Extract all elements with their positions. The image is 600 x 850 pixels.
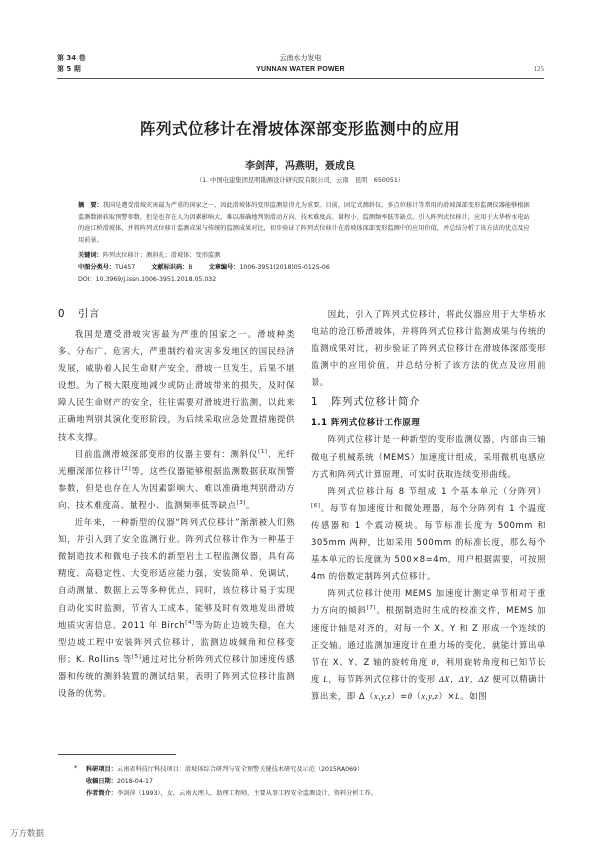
math-xyz: x,y,z <box>421 691 439 701</box>
citation-1[interactable]: [1] <box>258 448 268 455</box>
right-column <box>311 306 546 705</box>
principle-paragraph-1: 阵列式位移计是一种新型的变形监测仪器，内部由三轴微电子机械系统（MEMS）加速度计组成，采用微机电感应方式和阵列式计算原理，可实时获取连续变形曲线。 <box>311 434 546 479</box>
principle-paragraph-3 <box>311 585 546 705</box>
math-theta: θ <box>431 657 437 667</box>
clc-label: 中图分类号： <box>78 264 116 271</box>
section-number: 0 <box>58 309 66 320</box>
article-authors: 李剑萍，冯燕明，聂成良 <box>245 161 355 172</box>
journal-name <box>57 53 544 75</box>
doc-code: B <box>188 264 193 271</box>
text-run: 等，这些仪器能够根据监测数据获取预警参数，但是也存在人为因素影响大、难以准确地判别滑动方向、技术难度高、量程小、监测频率低等缺点 <box>58 465 295 510</box>
intro-paragraph-1: 我国是遭受滑坡灾害最为严重的国家之一。滑坡种类多、分布广、危害大，严重制约着灾害多发地区的国民经济发展，威胁着人民生命财产安全，滑坡一旦发生，后果不堪设想。为了极大限度地减少或防止滑坡带来的损失，及时保障人民生命财产的安全，往往需要对滑坡进行监测，以此来正确地判别其演化变形阶段，为后续采取应急处置措施提供技术支撑。 <box>58 329 295 442</box>
abstract-label: 摘 要： <box>78 202 103 209</box>
page-number: 125 <box>533 65 544 73</box>
footnote-author <box>86 788 377 797</box>
section-title: 引言 <box>78 309 101 320</box>
section-title: 阵列式位移计简介 <box>331 397 421 409</box>
keywords-line <box>78 250 220 259</box>
volume: 第 34 卷 <box>57 54 86 62</box>
project-text: 云南省科技厅科技项目：滑坡体综合研判与安全预警关键技术研究及示范（2015RA069） <box>116 766 364 773</box>
citation-5[interactable]: [5] <box>131 653 142 660</box>
footnote-project <box>86 764 363 773</box>
doi-line <box>78 274 216 283</box>
received-label: 收稿日期： <box>86 778 117 785</box>
article-no-label: 文章编号： <box>208 264 240 271</box>
math-L: L <box>455 691 461 701</box>
subsection-heading-1-1 <box>311 414 546 431</box>
watermark: 万方数据 <box>10 829 45 839</box>
section-heading-1 <box>311 394 546 411</box>
keywords: 阵列式位移计；测斜孔；滑坡体；变形监测 <box>102 252 221 259</box>
received-date: 2018-04-17 <box>116 778 153 785</box>
header-rule <box>57 78 544 79</box>
text-run: （ <box>412 690 422 701</box>
citation-4[interactable]: [4] <box>185 619 195 626</box>
text-run: 近年来，一种新型的仪器“阵列式位移计”渐渐被人们熟知，并引入到了安全监测行业。阵列式位移计作为一种基于微制造技术和微电子技术的新型岩土工程监测仪器，具有高精度、高稳定性、大变形适应能力强，安装简单、免调试，自动测量、数据上云等多种优点，同时，该位移计易于实现自动化实时监测，节省人工成本，能够及时有效地发出滑坡地质灾害信息。2011 年 Birch <box>58 517 295 630</box>
text-run: ，利用旋转角度和已知节长度 <box>311 656 546 684</box>
citation-3[interactable]: [3] <box>236 500 246 507</box>
text-run: 。如图 <box>460 690 487 701</box>
issue: 第 5 期 <box>57 65 81 73</box>
journal-name-cn: 云南水力发电 <box>279 54 322 62</box>
running-header <box>57 53 544 79</box>
section-number: 1 <box>311 397 319 409</box>
footnote-star: * <box>74 764 78 772</box>
author-bio: 李剑萍（1993），女，云南大理人，助理工程师，主要从事工程安全监测设计、资料分析工作。 <box>116 790 378 797</box>
doi[interactable]: 10.3969/j.issn.1006-3951.2018.05.032 <box>95 276 217 283</box>
math-xyz: x,y,z <box>374 691 392 701</box>
text-run: 。每节有加速度计和微处理器，每个分阵列有 1 个温度传感器和 1 个震动模块。每节标准长度为 500mm 和 305mm 两种，比如采用 500mm 的标准长度，那么每个基本单元的长度就为 500×8=4m，用户根据需要，可按照 4m 的倍数定制阵列式位移计。 <box>311 502 546 582</box>
text-run: 阵列式位移计使用 MEMS 加速度计测定单节相对于重力方向的倾斜 <box>311 588 546 616</box>
math-theta: θ <box>407 691 413 701</box>
text-run: ，每节阵列式位移计的变形 <box>328 673 439 684</box>
math-deltas: ΔX，ΔY，ΔZ <box>438 674 490 684</box>
citation-2[interactable]: [2] <box>121 465 132 472</box>
keywords-label: 关键词： <box>78 252 103 259</box>
doc-code-label: 文献标识码： <box>151 264 189 271</box>
left-column <box>58 306 295 702</box>
math-L: L <box>323 674 329 684</box>
text-run: 通过对比分析阵列式位移计加速度传感器和传统的测斜装置的测试结果，表明了阵列式位移计监测设备的优势。 <box>58 653 295 698</box>
principle-paragraph-2 <box>311 483 546 586</box>
author-bio-label: 作者简介： <box>86 790 117 797</box>
subsection-number: 1.1 <box>311 417 328 428</box>
intro-paragraph-2 <box>58 446 295 514</box>
text-run: ）× <box>438 690 455 701</box>
text-run: ）= <box>391 690 408 701</box>
article-title: 阵列式位移计在滑坡体深部变形监测中的应用 <box>139 120 460 138</box>
citation-6[interactable]: [6] <box>311 503 321 510</box>
abstract <box>78 200 530 246</box>
text-run: 目前监测滑坡深部变形的仪器主要有：测斜仪 <box>74 448 259 459</box>
article-number: 1006-3951(2018)05-0125-06 <box>239 264 330 271</box>
text-run: 等为防止边坡失稳，在大型边坡工程中安装阵列式位移计，监测边坡倾角和位移变形；K. Rollins 等 <box>58 619 295 664</box>
text-run: 。 <box>245 499 255 510</box>
text-run: 阵列式位移计每 8 节组成 1 个基本单元（分阵列） <box>327 485 546 496</box>
author-affiliation: （1. 中国电建集团昆明勘测设计研究院有限公司，云南 昆明 650051） <box>195 177 405 184</box>
intro-paragraph-4: 因此，引入了阵列式位移计，将此仪器应用于大华桥水电站的沧江桥滑坡体，并将阵列式位移计监测成果与传统的监测成果对比，初步验证了阵列式位移计在滑坡体深部变形监测中的应用价值，并总结分析了该方法的优点及应用前景。 <box>311 309 546 388</box>
text-run: 。根据制造时生成的校准文件，MEMS 加速度计轴是对齐的，对每一个 X、Y 和 Z 形成一个连续的正交轴。通过监测加速度计在重力场的变化，就能计算出单节在 X、Y、Z 轴的旋转角度 <box>311 605 546 667</box>
project-label: 科研项目： <box>86 766 117 773</box>
text-run: 、光纤光栅深部位移计 <box>58 448 296 476</box>
doi-label: DOI： <box>78 276 96 283</box>
journal-name-en: YUNNAN WATER POWER <box>256 66 345 73</box>
abstract-text: 我国是遭受滑坡灾害最为严重的国家之一，因此滑坡体的变形监测显得尤为重要。目前，固定式测斜仪、多点位移计等常用的滑坡深部变形监测仪器能够根据监测数据获取预警参数，但是也存在人为因素影响大、难以准确地判别滑动方向、技术难度高、量程小、监测频率低等缺点。引入阵列式位移计，应用于大华桥水电站的沧江桥滑坡体，并将阵列式位移计监测成果与传统的监测成果对比，初步验证了阵列式位移计在滑坡体深部变形监测中的应用价值，并总结分析了该方法的优点及应用前景。 <box>78 202 530 244</box>
footnote-received <box>86 776 153 785</box>
classification-line <box>78 262 330 271</box>
footnote-rule <box>58 754 176 755</box>
citation-7[interactable]: [7] <box>366 605 377 612</box>
clc-number: TU457 <box>115 264 136 271</box>
subsection-title: 阵列式位移计工作原理 <box>331 417 421 428</box>
section-heading-intro <box>58 306 295 323</box>
text-run: 便可以精确计算出来，即 Δ（ <box>311 673 547 701</box>
intro-paragraph-3 <box>58 514 295 702</box>
